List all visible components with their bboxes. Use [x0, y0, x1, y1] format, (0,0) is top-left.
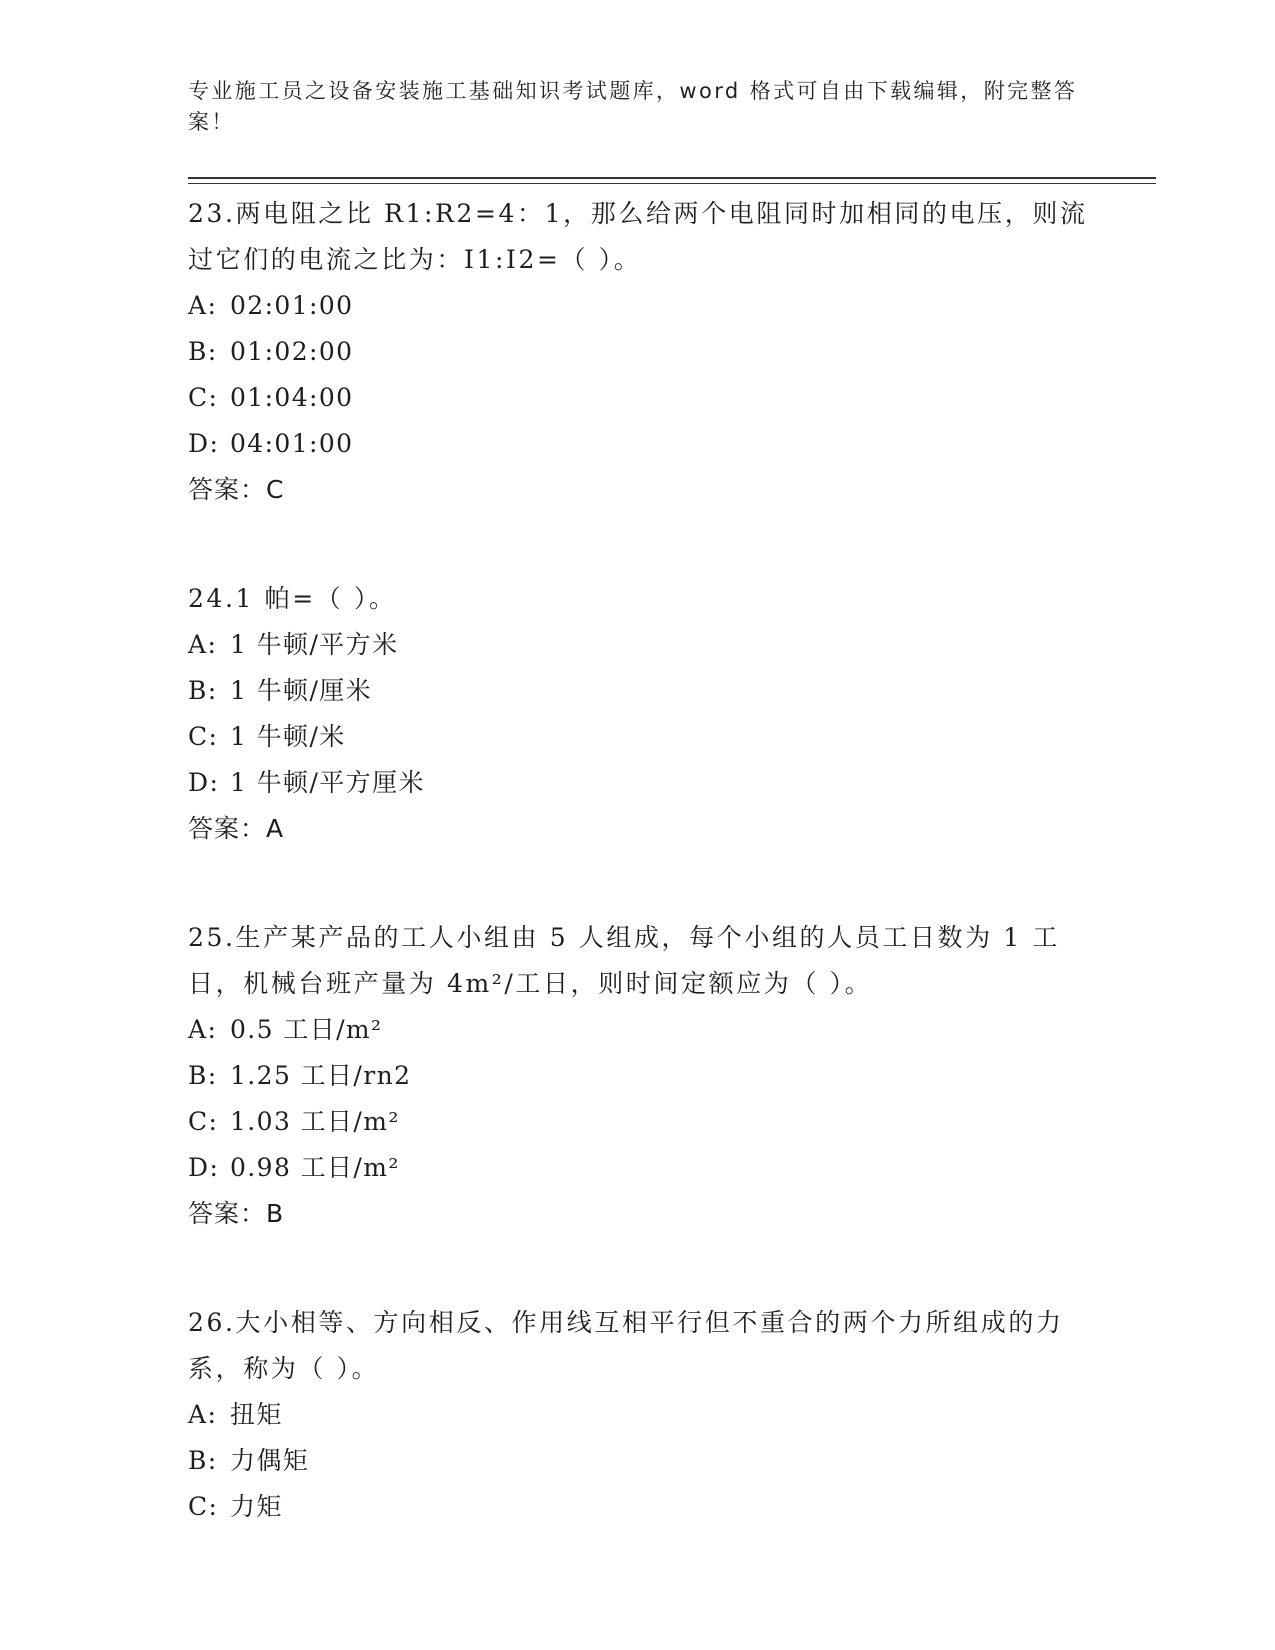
option-key: D: — [188, 429, 220, 458]
option-text: 0.98 工日/m² — [230, 1153, 400, 1182]
option-text: 1.25 工日/rn2 — [230, 1061, 412, 1090]
option-key: D: — [188, 768, 220, 797]
option-text: 扭矩 — [230, 1400, 283, 1429]
option-key: C: — [188, 1492, 219, 1521]
header-divider-thin — [188, 183, 1156, 184]
option-key: C: — [188, 722, 219, 751]
option-b — [188, 329, 1088, 375]
option-text: 0.5 工日/m² — [230, 1015, 383, 1044]
question-26 — [188, 1300, 1088, 1530]
question-text: 24.1 帕=（ ）。 — [188, 584, 397, 613]
option-key: D: — [188, 1153, 220, 1182]
question-text: 23.两电阻之比 R1:R2=4：1，那么给两个电阻同时加相同的电压，则流过它们的电流之比为：I1:I2=（ ）。 — [188, 199, 1088, 274]
option-text: 1 牛顿/米 — [230, 722, 346, 751]
option-text: 01:02:00 — [230, 337, 354, 366]
question-25 — [188, 915, 1088, 1237]
option-d — [188, 421, 1088, 467]
header-divider-thick — [188, 177, 1156, 179]
option-d — [188, 1145, 1088, 1191]
question-list — [188, 191, 1088, 1593]
option-text: 力偶矩 — [230, 1446, 310, 1475]
option-c — [188, 375, 1088, 421]
option-text: 1 牛顿/厘米 — [230, 676, 373, 705]
question-text: 26.大小相等、方向相反、作用线互相平行但不重合的两个力所组成的力系，称为（ ）。 — [188, 1308, 1064, 1383]
answer-line: 答案：B — [188, 1199, 285, 1228]
option-text: 04:01:00 — [230, 429, 354, 458]
option-key: B: — [188, 1446, 218, 1475]
answer-line: 答案：A — [188, 814, 285, 843]
option-b — [188, 1438, 1088, 1484]
question-text: 25.生产某产品的工人小组由 5 人组成，每个小组的人员工日数为 1 工日，机械台班产量为 4m²/工日，则时间定额应为（ ）。 — [188, 923, 1060, 998]
option-key: B: — [188, 337, 218, 366]
option-b — [188, 1053, 1088, 1099]
answer-line: 答案：C — [188, 475, 285, 504]
option-key: C: — [188, 383, 219, 412]
option-text: 力矩 — [230, 1492, 283, 1521]
option-key: A: — [188, 630, 218, 659]
option-key: A: — [188, 1400, 218, 1429]
document-header: 专业施工员之设备安装施工基础知识考试题库，word 格式可自由下载编辑，附完整答案！ — [188, 79, 1078, 134]
question-24 — [188, 576, 1088, 852]
option-text: 1 牛顿/平方厘米 — [230, 768, 425, 797]
option-text: 01:04:00 — [230, 383, 354, 412]
option-b — [188, 668, 1088, 714]
option-a — [188, 283, 1088, 329]
option-text: 1.03 工日/m² — [230, 1107, 400, 1136]
option-text: 02:01:00 — [230, 291, 354, 320]
option-key: B: — [188, 676, 218, 705]
option-key: B: — [188, 1061, 218, 1090]
option-a — [188, 1007, 1088, 1053]
option-text: 1 牛顿/平方米 — [230, 630, 399, 659]
option-key: A: — [188, 291, 218, 320]
option-a — [188, 622, 1088, 668]
question-23 — [188, 191, 1088, 513]
option-key: C: — [188, 1107, 219, 1136]
option-c — [188, 1099, 1088, 1145]
option-d — [188, 760, 1088, 806]
option-key: A: — [188, 1015, 218, 1044]
option-c — [188, 1484, 1088, 1530]
option-a — [188, 1392, 1088, 1438]
option-c — [188, 714, 1088, 760]
